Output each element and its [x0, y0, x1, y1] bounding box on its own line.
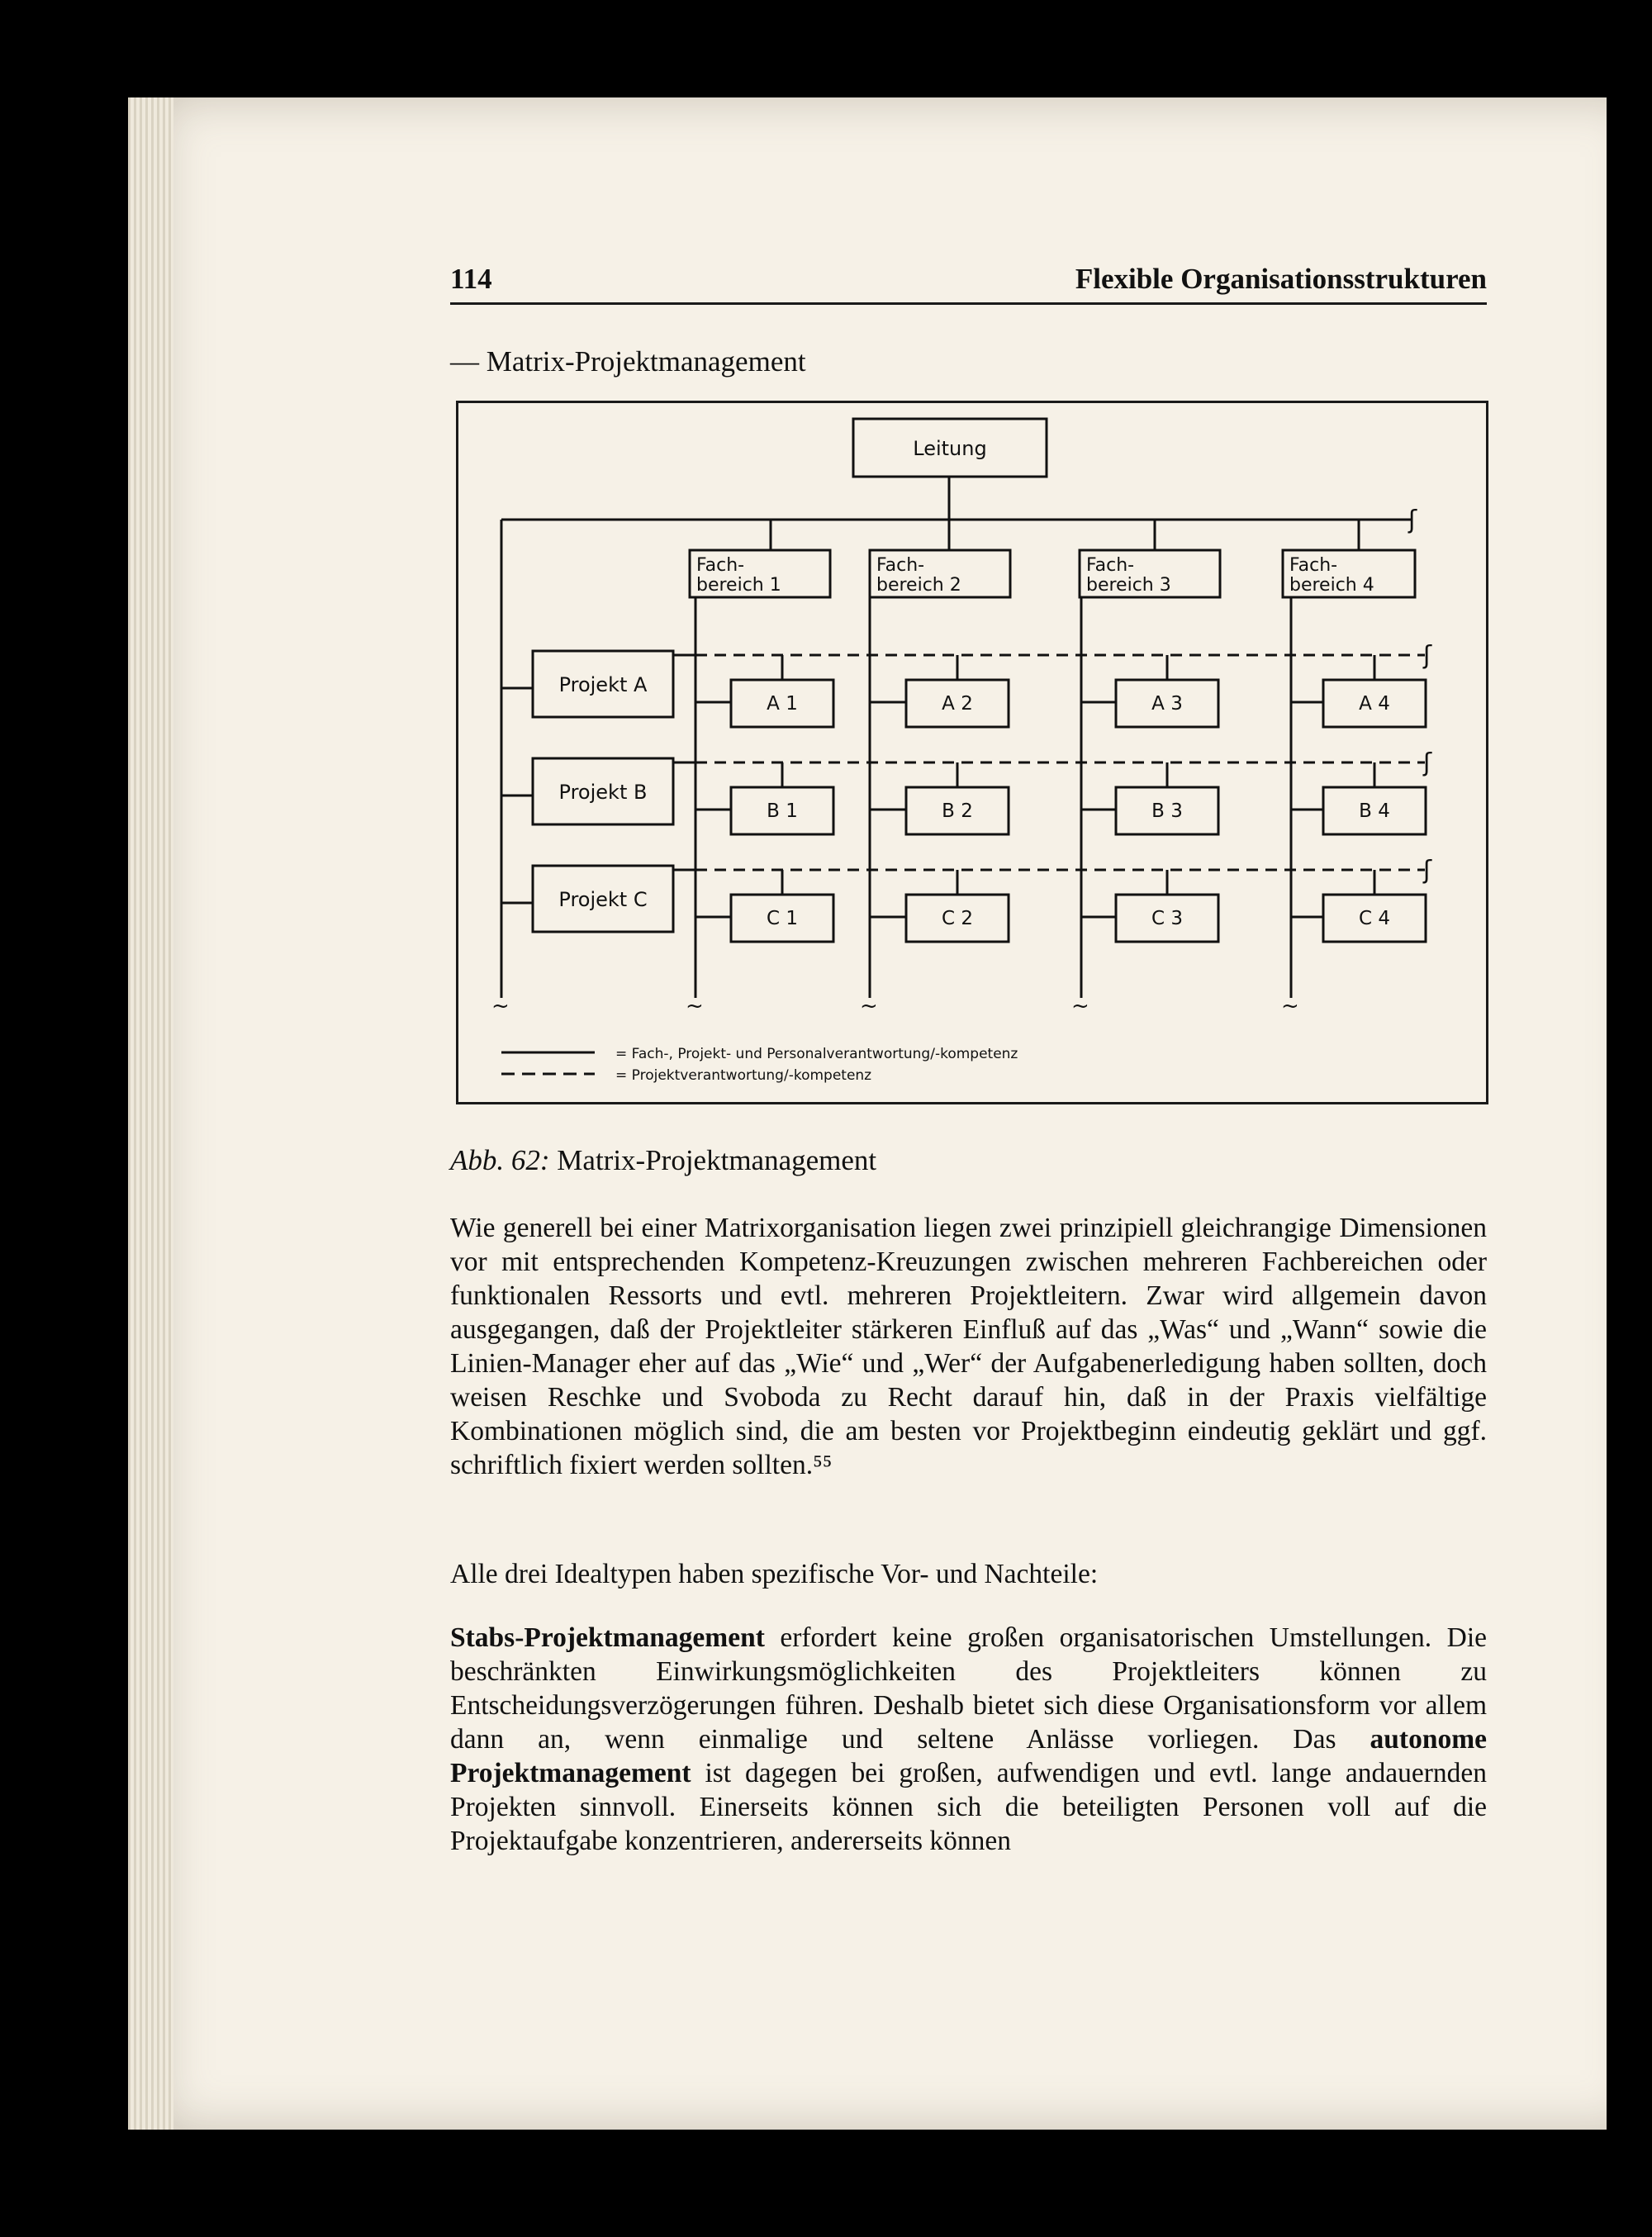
diagram-svg	[458, 403, 1486, 1102]
cell-b2: B 2	[942, 800, 973, 822]
scan-border	[1617, 0, 1652, 2237]
svg-text:ʃ: ʃ	[1408, 506, 1417, 534]
svg-text:~: ~	[491, 994, 510, 1019]
cell-c2: C 2	[941, 908, 974, 929]
caption-label: Abb. 62:	[450, 1144, 550, 1176]
cell-b3: B 3	[1151, 800, 1183, 822]
cell-c3: C 3	[1151, 908, 1184, 929]
dept-2-line1: Fach-	[876, 555, 925, 576]
figure-caption	[450, 1144, 876, 1177]
svg-text:~: ~	[1071, 994, 1089, 1019]
paragraph-2-text: Alle drei Idealtypen haben spezifische Vor- und Nachteile:	[450, 1559, 1099, 1589]
cell-a2: A 2	[942, 693, 973, 715]
term-autonomes-projektmanagement: autonome Projektmanagement	[450, 1724, 1487, 1788]
legend-solid: = Fach-, Projekt- und Personalverantwortung/-kompetenz	[615, 1046, 1018, 1062]
dept-1-line1: Fach-	[696, 555, 745, 576]
section-heading: — Matrix-Projektmanagement	[450, 345, 806, 378]
svg-text:~: ~	[686, 994, 704, 1019]
paragraph-2	[450, 1557, 1487, 1591]
dept-1-line2: bereich 1	[696, 575, 781, 596]
cell-b1: B 1	[767, 800, 798, 822]
dept-3-line2: bereich 3	[1086, 575, 1171, 596]
paragraph-3-text	[450, 1621, 1487, 1858]
cell-c4: C 4	[1358, 908, 1391, 929]
svg-text:~: ~	[860, 994, 878, 1019]
page-header	[450, 261, 1487, 305]
cell-b4: B 4	[1359, 800, 1390, 822]
paragraph-3	[450, 1621, 1487, 1858]
term-stabs-projektmanagement: Stabs-Projektmanagement	[450, 1622, 765, 1653]
paragraph-3-part2: ist dagegen bei großen, aufwendigen und evtl. lange andauernden Projekten sinnvoll. Einerseits können sich die beteiligten Personen voll auf die Projektaufgabe konzentrieren, andererseits können	[450, 1758, 1487, 1856]
project-c-label: Projekt C	[558, 888, 648, 911]
project-a-label: Projekt A	[558, 673, 648, 696]
paragraph-3-part1: erfordert keine großen organisatorischen Umstellungen. Die beschränkten Einwirkungsmöglichkeiten des Projektleiters können zu Entscheidungsverzögerungen führen. Deshalb bietet sich diese Organisationsform vor allem dann an, wenn einmalige und seltene Anlässe vorliegen. Das	[450, 1622, 1487, 1755]
dept-2-line2: bereich 2	[876, 575, 961, 596]
page-number: 114	[450, 263, 492, 295]
paragraph-1-text: Wie generell bei einer Matrixorganisation liegen zwei prinzipiell gleichrangige Dimensionen vor mit entsprechenden Kompetenz-Kreuzungen zwischen mehreren Fachbereichen oder funktionalen Ressorts und evtl. mehreren Projektleitern. Zwar wird allgemein davon ausgegangen, daß der Projektleiter stärkeren Einfluß auf das „Was“ und „Wann“ sowie die Linien-Manager eher auf das „Wie“ und „Wer“ der Aufgabenerledigung haben sollten, doch weisen Reschke und Svoboda zu Recht darauf hin, daß in der Praxis vielfältige Kombinationen möglich sind, die am besten vor Projektbeginn eindeutig geklärt und ggf. schriftlich fixiert werden sollten.⁵⁵	[450, 1213, 1487, 1480]
dept-4-line1: Fach-	[1289, 555, 1338, 576]
project-b-label: Projekt B	[558, 781, 648, 804]
page-edge	[128, 97, 173, 2130]
dept-3-line1: Fach-	[1086, 555, 1135, 576]
leitung-label: Leitung	[913, 437, 987, 460]
svg-text:ʃ: ʃ	[1423, 748, 1432, 777]
svg-text:~: ~	[1281, 994, 1299, 1019]
svg-text:ʃ: ʃ	[1423, 641, 1432, 670]
running-title: Flexible Organisationsstrukturen	[1075, 263, 1487, 295]
caption-text: Matrix-Projektmanagement	[557, 1144, 877, 1176]
cell-c1: C 1	[766, 908, 799, 929]
cell-a1: A 1	[767, 693, 798, 715]
cell-a4: A 4	[1359, 693, 1390, 715]
cell-a3: A 3	[1151, 693, 1183, 715]
svg-text:ʃ: ʃ	[1423, 856, 1432, 885]
dept-4-line2: bereich 4	[1289, 575, 1374, 596]
legend-dashed: = Projektverantwortung/-kompetenz	[615, 1067, 872, 1084]
matrix-diagram	[456, 401, 1488, 1104]
paragraph-1	[450, 1211, 1487, 1482]
